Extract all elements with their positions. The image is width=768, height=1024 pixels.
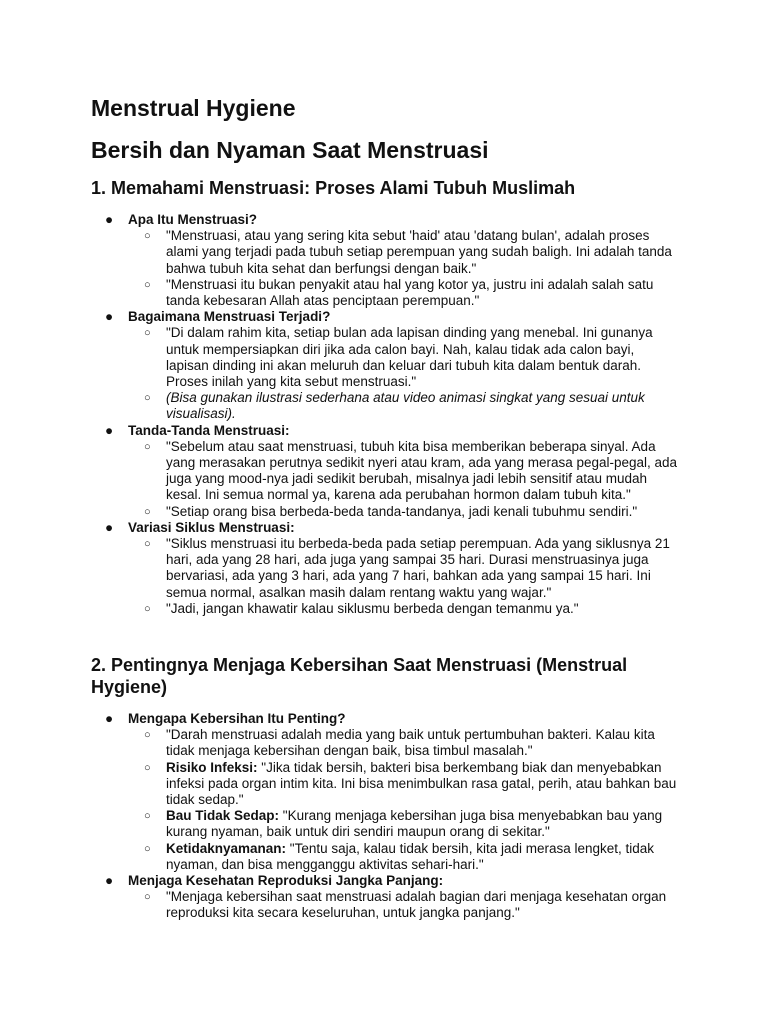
sub-item <box>0 841 768 873</box>
section-1-list <box>0 212 768 617</box>
bullet-icon: ● <box>105 873 114 889</box>
circle-bullet-icon: ○ <box>144 842 151 855</box>
circle-bullet-icon: ○ <box>144 278 151 291</box>
item-label: Menjaga Kesehatan Reproduksi Jangka Panjang: <box>128 873 444 889</box>
item-label: Apa Itu Menstruasi? <box>128 212 258 227</box>
circle-bullet-icon: ○ <box>144 392 151 405</box>
circle-bullet-icon: ○ <box>144 538 151 551</box>
sub-item-text: "Siklus menstruasi itu berbeda-beda pada setiap perempuan. Ada yang siklusnya 21 hari, ada yang 28 hari, ada juga yang sampai 35 hari. Durasi menstruasinya juga bervariasi, ada yang 3 hari, ada yang 7 hari, bahkan ada yang sampai 15 hari. Ini semua normal, asalkan masih dalam rentang waktu yang wajar." <box>166 536 670 600</box>
section-2-heading: 2. Pentingnya Menjaga Kebersihan Saat Menstruasi (Menstrual Hygiene) <box>91 655 628 697</box>
sub-item <box>0 390 768 422</box>
sub-item <box>0 277 768 309</box>
list-item <box>0 520 768 617</box>
item-label: Bagaimana Menstruasi Terjadi? <box>128 309 331 325</box>
circle-bullet-icon: ○ <box>144 729 151 742</box>
sub-item-text: "Setiap orang bisa berbeda-beda tanda-tandanya, jadi kenali tubuhmu sendiri." <box>166 503 638 519</box>
list-item <box>0 423 768 520</box>
circle-bullet-icon: ○ <box>144 505 151 518</box>
sub-item-lead: Bau Tidak Sedap: <box>166 808 280 824</box>
document-title: Menstrual Hygiene <box>91 95 296 121</box>
item-label: Mengapa Kebersihan Itu Penting? <box>128 711 346 726</box>
sub-item <box>0 760 768 809</box>
circle-bullet-icon: ○ <box>144 230 151 243</box>
sub-item-lead: Risiko Infeksi: <box>166 759 258 775</box>
section-2-list <box>0 711 768 922</box>
sub-item-text: "Menstruasi, atau yang sering kita sebut 'haid' atau 'datang bulan', adalah proses alami yang terjadi pada tubuh setiap perempuan yang sudah baligh. Ini adalah tanda bahwa tubuh kita sehat dan berfungsi dengan baik." <box>166 228 672 276</box>
list-item <box>0 212 768 309</box>
sub-item <box>0 536 768 601</box>
bullet-icon: ● <box>105 422 114 438</box>
sub-item-text <box>166 808 678 840</box>
sub-item-body: "Jika tidak bersih, bakteri bisa berkembang biak dan menyebabkan infeksi pada organ intim kita. Ini bisa menimbulkan rasa gatal, perih, atau bahkan bau tidak sedap." <box>166 759 677 808</box>
circle-bullet-icon: ○ <box>144 891 151 904</box>
item-label: Variasi Siklus Menstruasi: <box>128 519 295 535</box>
sub-item-text: "Darah menstruasi adalah media yang baik untuk pertumbuhan bakteri. Kalau kita tidak menjaga kebersihan dengan baik, bisa timbul masalah." <box>166 727 655 759</box>
sub-item <box>0 727 768 759</box>
circle-bullet-icon: ○ <box>144 327 151 340</box>
bullet-icon: ● <box>105 519 114 535</box>
section-1-heading: 1. Memahami Menstruasi: Proses Alami Tubuh Muslimah <box>91 178 576 198</box>
sub-item <box>0 504 768 520</box>
bullet-icon: ● <box>105 711 114 726</box>
sub-item-text: "Menjaga kebersihan saat menstruasi adalah bagian dari menjaga kesehatan organ reproduksi kita secara keseluruhan, untuk jangka panjang." <box>166 889 667 921</box>
sub-item-body: "Tentu saja, kalau tidak bersih, kita jadi merasa lengket, tidak nyaman, dan bisa mengganggu aktivitas sehari-hari." <box>166 840 655 872</box>
sub-item-text: "Menstruasi itu bukan penyakit atau hal yang kotor ya, justru ini adalah salah satu tanda kebesaran Allah atas penciptaan perempuan." <box>166 276 654 309</box>
circle-bullet-icon: ○ <box>144 602 151 615</box>
sub-item-lead: Ketidaknyamanan: <box>166 840 287 856</box>
sub-item <box>0 889 768 921</box>
sub-item <box>0 228 768 277</box>
list-item <box>0 873 768 922</box>
item-label: Tanda-Tanda Menstruasi: <box>128 422 290 438</box>
sub-item-text <box>166 760 678 809</box>
bullet-icon: ● <box>105 309 114 325</box>
sub-item-text <box>166 841 678 873</box>
sub-item-body: "Kurang menjaga kebersihan juga bisa menyebabkan bau yang kurang nyaman, baik untuk diri sendiri maupun orang di sekitar." <box>166 808 663 840</box>
list-item <box>0 711 768 873</box>
sub-item <box>0 439 768 504</box>
sub-item-text: "Sebelum atau saat menstruasi, tubuh kita bisa memberikan beberapa sinyal. Ada yang merasakan perutnya sedikit nyeri atau kram, ada yang merasa pegal-pegal, ada juga yang mood-nya jadi sedikit berubah, misalnya jadi lebih sensitif atau mudah kesal. Ini semua normal ya, karena ada perubahan hormon dalam tubuh kita." <box>166 438 678 503</box>
document-subtitle: Bersih dan Nyaman Saat Menstruasi <box>91 137 489 163</box>
circle-bullet-icon: ○ <box>144 440 151 453</box>
sub-item <box>0 808 768 840</box>
sub-item-text: (Bisa gunakan ilustrasi sederhana atau video animasi singkat yang sesuai untuk visualisasi). <box>166 390 645 422</box>
sub-item <box>0 601 768 617</box>
circle-bullet-icon: ○ <box>144 761 151 774</box>
circle-bullet-icon: ○ <box>144 810 151 823</box>
bullet-icon: ● <box>105 212 114 227</box>
list-item <box>0 309 768 422</box>
sub-item-text: "Di dalam rahim kita, setiap bulan ada lapisan dinding yang menebal. Ini gunanya untuk mempersiapkan diri jika ada calon bayi. Nah, kalau tidak ada calon bayi, lapisan dinding ini akan meluruh dan keluar dari tubuh kita dalam bentuk darah. Proses inilah yang kita sebut menstruasi." <box>166 325 653 390</box>
sub-item <box>0 325 768 390</box>
sub-item-text: "Jadi, jangan khawatir kalau siklusmu berbeda dengan temanmu ya." <box>166 600 579 616</box>
